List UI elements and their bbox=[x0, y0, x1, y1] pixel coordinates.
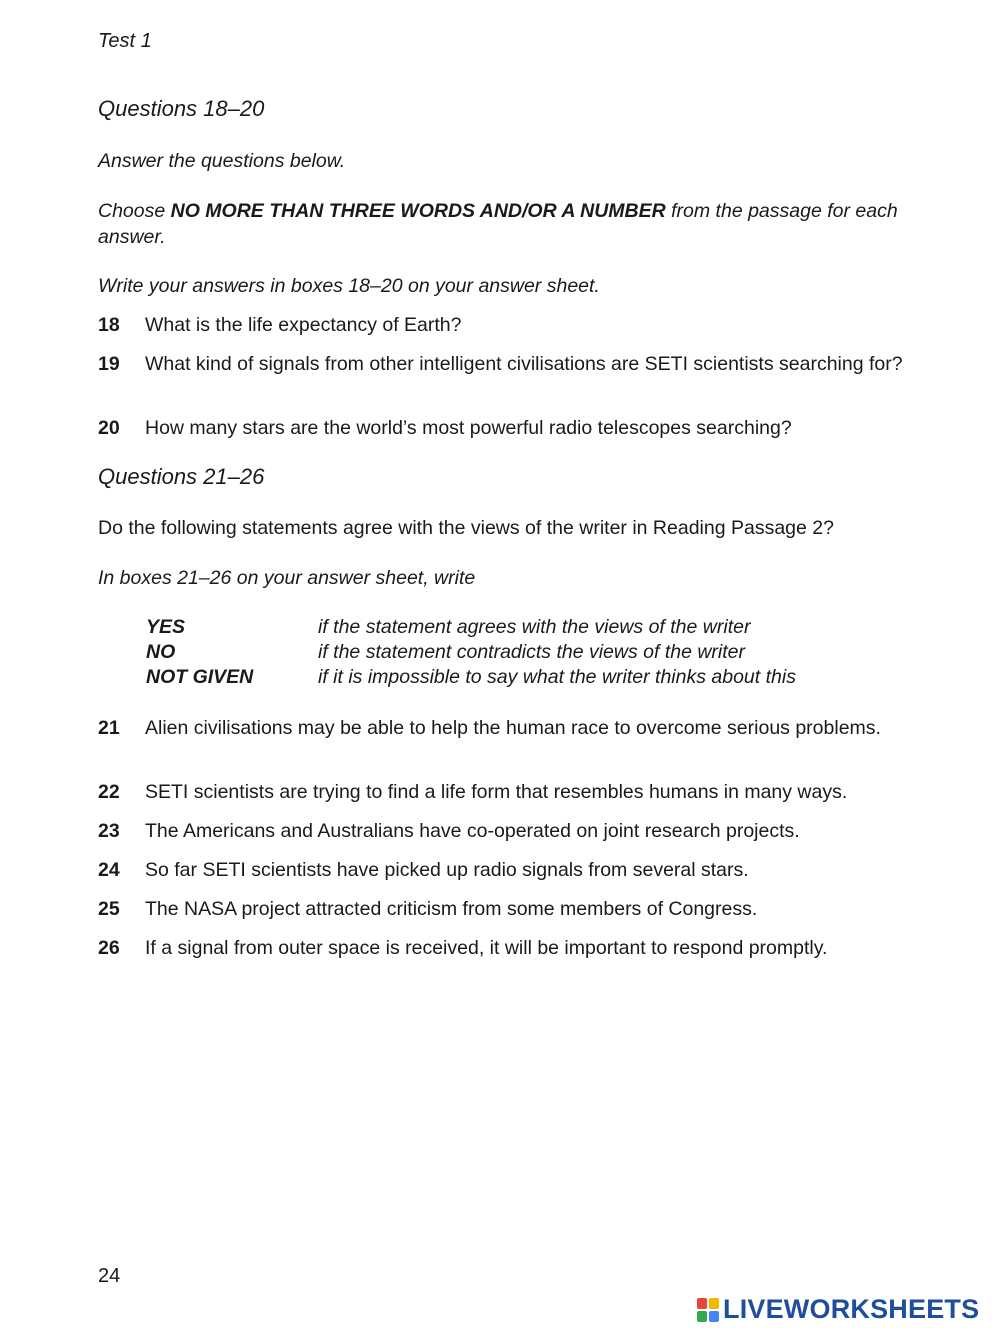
instruction-word-limit-suffix: from the passage for each answer. bbox=[98, 200, 898, 248]
statement-item bbox=[98, 818, 938, 844]
question-number: 20 bbox=[98, 417, 120, 439]
statement-text: The NASA project attracted criticism from some members of Congress. bbox=[145, 898, 758, 920]
page-number: 24 bbox=[98, 1265, 121, 1287]
statement-number: 24 bbox=[98, 859, 120, 881]
legend-key: NOT GIVEN bbox=[146, 666, 254, 688]
instruction-agree-views: Do the following statements agree with the views of the writer in Reading Passage 2? bbox=[98, 517, 834, 539]
question-item bbox=[98, 351, 938, 377]
statement-item bbox=[98, 779, 938, 805]
brand-name: LIVEWORKSHEETS bbox=[723, 1294, 980, 1324]
section-heading-18-20: Questions 18–20 bbox=[98, 96, 265, 121]
legend-key: YES bbox=[146, 616, 186, 638]
question-item bbox=[98, 312, 938, 338]
logo-square-blue-icon bbox=[709, 1311, 719, 1322]
legend-row-no bbox=[146, 640, 796, 665]
statement-item bbox=[98, 896, 938, 922]
question-text: What kind of signals from other intelligent civilisations are SETI scientists searching for? bbox=[145, 353, 903, 375]
legend-key: NO bbox=[146, 641, 176, 663]
liveworksheets-logo bbox=[697, 1294, 979, 1325]
logo-square-green-icon bbox=[697, 1311, 707, 1322]
statement-number: 26 bbox=[98, 937, 120, 959]
statement-number: 21 bbox=[98, 717, 120, 739]
legend-definition: if the statement agrees with the views of the writer bbox=[318, 616, 751, 638]
question-number: 18 bbox=[98, 314, 120, 336]
statement-text: SETI scientists are trying to find a life form that resembles humans in many ways. bbox=[145, 781, 848, 803]
legend-definition: if it is impossible to say what the writer thinks about this bbox=[318, 666, 796, 688]
statement-text: Alien civilisations may be able to help the human race to overcome serious problems. bbox=[145, 717, 881, 739]
test-label: Test 1 bbox=[98, 30, 152, 52]
instruction-answer-questions: Answer the questions below. bbox=[98, 150, 346, 172]
statement-item bbox=[98, 857, 938, 883]
legend-definition: if the statement contradicts the views of the writer bbox=[318, 641, 746, 663]
question-text: How many stars are the world’s most powerful radio telescopes searching? bbox=[145, 417, 792, 439]
liveworksheets-logo-icon bbox=[697, 1298, 719, 1322]
statement-number: 25 bbox=[98, 898, 120, 920]
statement-number: 23 bbox=[98, 820, 120, 842]
instruction-word-limit bbox=[98, 198, 938, 250]
statement-text: So far SETI scientists have picked up radio signals from several stars. bbox=[145, 859, 749, 881]
instruction-answer-boxes: Write your answers in boxes 18–20 on your answer sheet. bbox=[98, 275, 600, 297]
logo-square-red-icon bbox=[697, 1298, 707, 1309]
statement-item bbox=[98, 715, 938, 741]
legend-row-not-given bbox=[146, 665, 796, 690]
statement-text: If a signal from outer space is received, it will be important to respond promptly. bbox=[145, 937, 828, 959]
question-text: What is the life expectancy of Earth? bbox=[145, 314, 462, 336]
statement-text: The Americans and Australians have co-operated on joint research projects. bbox=[145, 820, 800, 842]
question-item bbox=[98, 415, 938, 441]
statement-number: 22 bbox=[98, 781, 120, 803]
logo-square-yellow-icon bbox=[709, 1298, 719, 1309]
instruction-write-in-boxes: In boxes 21–26 on your answer sheet, write bbox=[98, 567, 476, 589]
question-number: 19 bbox=[98, 353, 120, 375]
statement-item bbox=[98, 935, 938, 961]
section-heading-21-26: Questions 21–26 bbox=[98, 464, 265, 489]
legend-row-yes bbox=[146, 615, 796, 640]
instruction-word-limit-bold: NO MORE THAN THREE WORDS AND/OR A NUMBER bbox=[170, 200, 666, 222]
answer-key-legend bbox=[146, 615, 796, 690]
instruction-word-limit-prefix: Choose bbox=[98, 200, 171, 222]
